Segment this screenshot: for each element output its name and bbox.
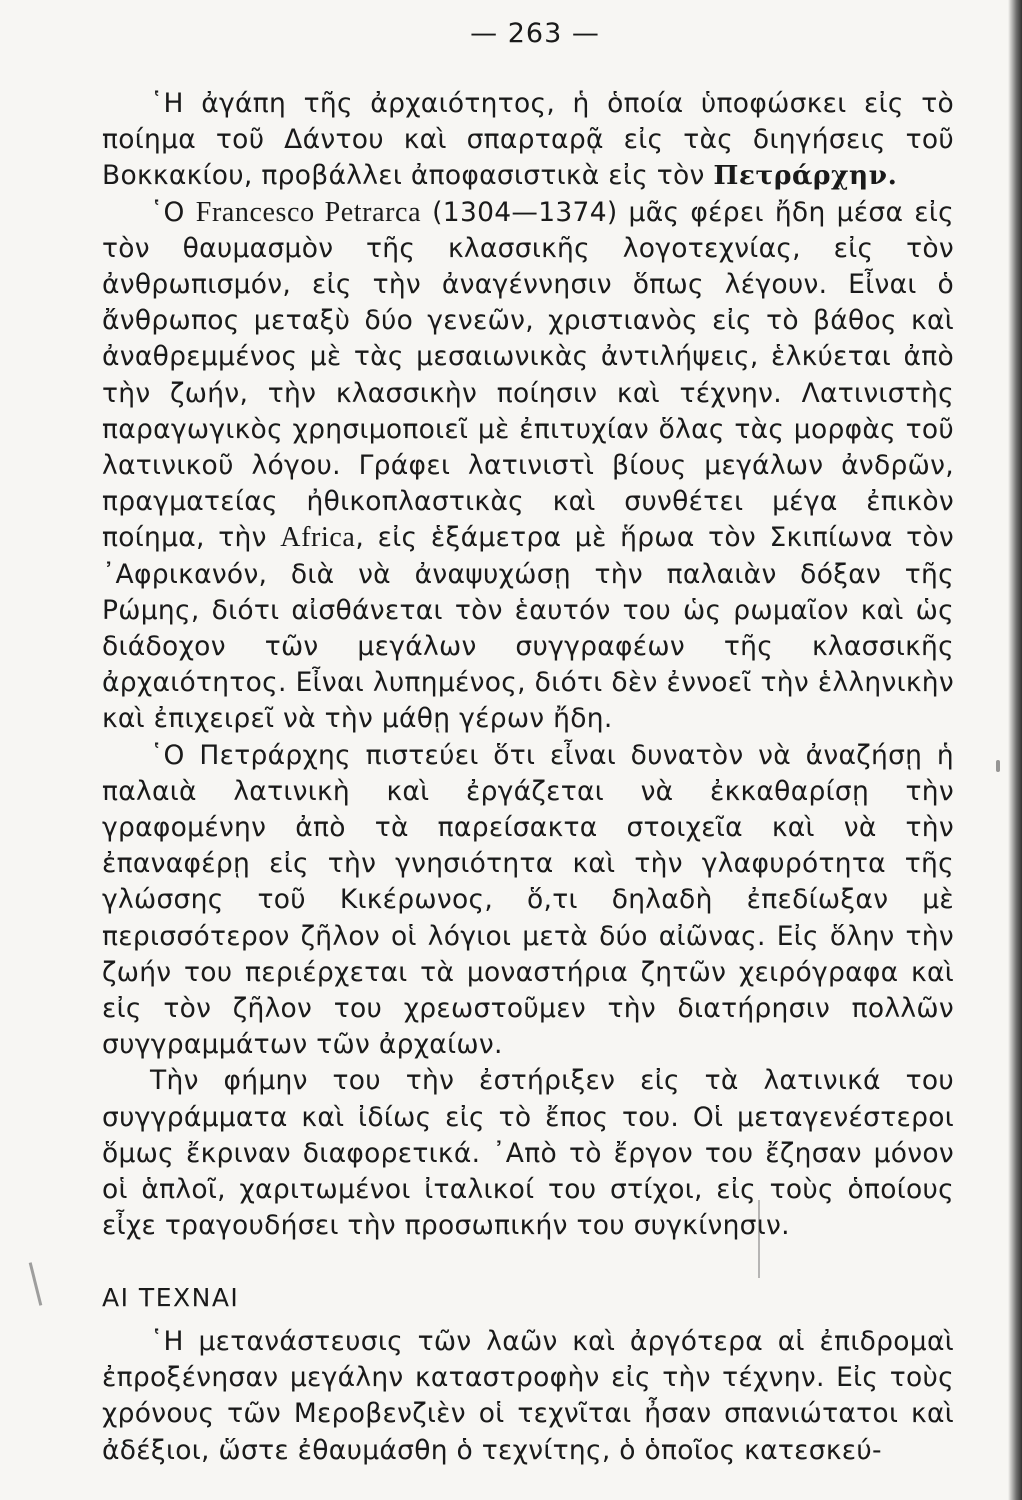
paragraph-petrarch-latin: ῾Ο Πετράρχης πιστεύει ὅτι εἶναι δυνατὸν νὰ ἀναζήσῃ ἡ παλαιὰ λατινικὴ καὶ ἐργάζεται νὰ ἐκκαθαρίσῃ τὴν γραφομένην ἀπὸ τὰ παρείσακτα στοιχεῖα καὶ νὰ τὴν ἐπαναφέρῃ εἰς τὴν γνησιότητα καὶ τὴν γλαφυρότητα τῆς γλώσσης τοῦ Κικέρωνος, ὅ,τι δηλαδὴ ἐπεδίωξαν μὲ περισσότερον ζῆλον οἱ λόγιοι μετὰ δύο αἰῶνας. Εἰς ὅλην τὴν ζωήν του περιέρχεται τὰ μοναστήρια ζητῶν χειρόγραφα καὶ εἰς τὸν ζῆλον του χρεωστοῦμεν τὴν διατήρησιν πολλῶν συγγραμμάτων τῶν ἀρχαίων. xyxy=(102,739,954,1061)
section-text xyxy=(102,1324,954,1469)
paragraph-text: (1304—1374) μᾶς φέρει ἤδη μέσα εἰς τὸν θαυμασμὸν τῆς κλασσικῆς λογοτεχνίας, εἰς τὸν ἀνθρωπισμόν, εἰς τὴν ἀναγέννησιν ὅπως λέγουν. Εἶναι ὁ ἄνθρωπος μεταξὺ δύο γενεῶν, χριστιανὸς εἰς τὸ βάθος καὶ ἀναθρεμμένος μὲ τὰς μεσαιωνικὰς ἀντιλήψεις, ἑλκύεται ἀπὸ τὴν ζωήν, τὴν κλασσικὴν ποίησιν καὶ τέχνην. Λατινιστὴς παραγωγικὸς χρησιμοποιεῖ μὲ ἐπιτυχίαν ὅλας τὰς μορφὰς τοῦ λατινικοῦ λόγου. Γράφει λατινιστὶ βίους μεγάλων ἀνδρῶν, πραγματείας ἠθικοπλαστικὰς καὶ συνθέτει μέγα ἐπικὸν ποίημα, τὴν xyxy=(102,196,955,554)
scan-dot-right xyxy=(996,760,1000,772)
latin-name-francesco-petrarca: Francesco Petrarca xyxy=(195,196,422,228)
section-heading: ΑΙ ΤΕΧΝΑΙ xyxy=(102,1283,240,1312)
scan-edge-shadow xyxy=(1008,0,1022,1500)
paragraph-fame: Τὴν φήμην του τὴν ἐστήριξεν εἰς τὰ λατινικά του συγγράμματα καὶ ἰδίως εἰς τὸ ἔπος του. Οἱ μεταγενέστεροι ὅμως ἔκριναν διαφορετικά. ᾿Απὸ τὸ ἔργον του ἔζησαν μόνον οἱ ἁπλοῖ, χαριτωμένοι ἰταλικοί του στίχοι, εἰς τοὺς ὁποίους εἶχε τραγουδήσει τὴν προσωπικήν του συγκίνησιν. xyxy=(102,1065,954,1242)
paragraph-text: ῾Ο xyxy=(150,196,196,228)
page-number: — 263 — xyxy=(470,18,600,49)
paragraph-petrarca-intro xyxy=(102,195,954,738)
petrarch-name-bold: Πετράρχην. xyxy=(713,160,898,192)
paragraph-love-of-antiquity xyxy=(102,86,954,195)
body-text xyxy=(102,86,954,1245)
paragraph-arts: ῾Η μετανάστευσις τῶν λαῶν καὶ ἀργότερα αἱ ἐπιδρομαὶ ἐπροξένησαν μεγάλην καταστροφὴν εἰς τὴν τέχνην. Εἰς τοὺς χρόνους τῶν Μεροβενζιὲν οἱ τεχνῖται ἦσαν σπανιώτατοι καὶ ἀδέξιοι, ὥστε ἐθαυμάσθη ὁ τεχνίτης, ὁ ὁποῖος κατεσκεύ- xyxy=(102,1326,954,1466)
paragraph-text: ῾Η ἀγάπη τῆς ἀρχαιότητος, ἡ ὁποία ὑποφώσκει εἰς τὸ ποίημα τοῦ Δάντου καὶ σπαρταρᾷ εἰς τὰς διηγήσεις τοῦ Βοκκακίου, προβάλλει ἀποφασιστικὰ εἰς τὸν xyxy=(102,88,954,192)
paragraph-text: , εἰς ἑξάμετρα μὲ ἥρωα τὸν Σκιπίωνα τὸν ᾿Αφρικανόν, διὰ νὰ ἀναψυχώσῃ τὴν παλαιὰν δόξαν τῆς Ρώμης, διότι αἰσθάνεται τὸν ἑαυτόν του ὡς ρωμαῖον καὶ ὡς διάδοχον τῶν μεγάλων συγγραφέων τῆς κλασσικῆς ἀρχαιότητος. Εἶναι λυπημένος, διότι δὲν ἐννοεῖ τὴν ἑλληνικὴν καὶ ἐπιχειρεῖ νὰ τὴν μάθῃ γέρων ἤδη. xyxy=(102,522,954,735)
scan-mark-center xyxy=(758,1200,760,1278)
latin-title-africa: Africa xyxy=(280,522,356,554)
